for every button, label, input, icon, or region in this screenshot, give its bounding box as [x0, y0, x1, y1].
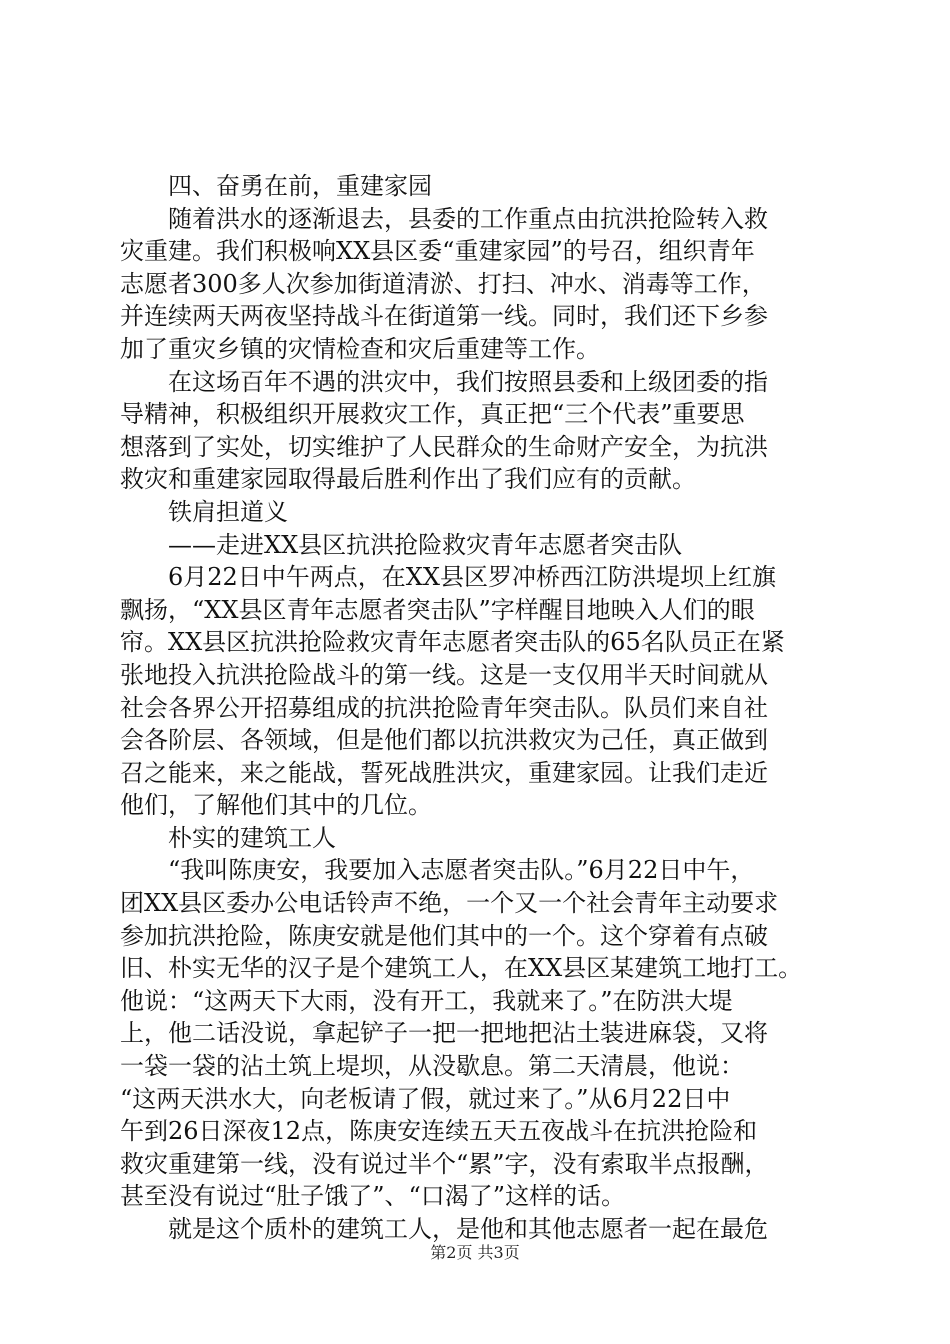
text-line: 参加抗洪抢险，陈庚安就是他们其中的一个。这个穿着有点破 — [120, 921, 768, 950]
text-line: 旧、朴实无华的汉子是个建筑工人，在XX县区某建筑工地打工。 — [120, 954, 803, 983]
text-line: 帘。XX县区抗洪抢险救灾青年志愿者突击队的65名队员正在紧 — [120, 628, 785, 657]
text-line: 张地投入抗洪抢险战斗的第一线。这是一支仅用半天时间就从 — [120, 660, 768, 689]
page-footer: 第2页 共3页 — [430, 1243, 520, 1262]
text-line: “这两天洪水大，向老板请了假，就过来了。”从6月22日中 — [120, 1084, 731, 1113]
text-line: 灾重建。我们积极响XX县区委“重建家园”的号召，组织青年 — [120, 237, 755, 266]
text-line: 志愿者300多人次参加街道清淤、打扫、冲水、消毒等工作， — [120, 269, 766, 298]
text-line: 四、奋勇在前，重建家园 — [168, 172, 432, 200]
text-line: 会各阶层、各领域，但是他们都以抗洪救灾为己任，真正做到 — [120, 726, 768, 755]
text-line: 朴实的建筑工人 — [168, 823, 336, 852]
text-line: 他们，了解他们其中的几位。 — [120, 791, 432, 820]
text-line: 在这场百年不遇的洪灾中，我们按照县委和上级团委的指 — [168, 367, 768, 396]
text-line: 铁肩担道义 — [168, 497, 288, 526]
text-line: “我叫陈庚安，我要加入志愿者突击队。”6月22日中午， — [168, 856, 755, 885]
text-line: 并连续两天两夜坚持战斗在街道第一线。同时，我们还下乡参 — [120, 302, 768, 331]
text-line: 就是这个质朴的建筑工人，是他和其他志愿者一起在最危 — [168, 1215, 768, 1243]
text-line: 甚至没有说过“肚子饿了”、“口渴了”这样的话。 — [120, 1182, 626, 1211]
text-line: 救灾重建第一线，没有说过半个“累”字，没有索取半点报酬， — [120, 1149, 769, 1178]
text-line: 飘扬，“XX县区青年志愿者突击队”字样醒目地映入人们的眼 — [120, 595, 755, 624]
text-line: 加了重灾乡镇的灾情检查和灾后重建等工作。 — [120, 334, 600, 363]
text-line: 想落到了实处，切实维护了人民群众的生命财产安全，为抗洪 — [120, 432, 768, 461]
text-line: 社会各界公开招募组成的抗洪抢险青年突击队。队员们来自社 — [120, 693, 768, 722]
text-line: 召之能来，来之能战，誓死战胜洪灾，重建家园。让我们走近 — [120, 758, 768, 787]
text-line: 救灾和重建家园取得最后胜利作出了我们应有的贡献。 — [120, 465, 696, 494]
text-line: ——走进XX县区抗洪抢险救灾青年志愿者突击队 — [168, 530, 683, 559]
text-line: 团XX县区委办公电话铃声不绝，一个又一个社会青年主动要求 — [120, 889, 779, 918]
text-line: 他说：“这两天下大雨，没有开工，我就来了。”在防洪大堤 — [120, 986, 733, 1015]
text-line: 导精神，积极组织开展救灾工作，真正把“三个代表”重要思 — [120, 400, 745, 429]
document-body — [120, 170, 835, 1246]
text-line: 上，他二话没说，拿起铲子一把一把地把沾土装进麻袋，又将 — [120, 1019, 768, 1048]
text-line: 随着洪水的逐渐退去，县委的工作重点由抗洪抢险转入救 — [168, 204, 768, 233]
text-line: 午到26日深夜12点，陈庚安连续五天五夜战斗在抗洪抢险和 — [120, 1117, 758, 1146]
text-line: 6月22日中午两点，在XX县区罗冲桥西江防洪堤坝上红旗 — [168, 563, 776, 592]
text-line: 一袋一袋的沾土筑上堤坝，从没歇息。第二天清晨，他说： — [120, 1052, 744, 1081]
